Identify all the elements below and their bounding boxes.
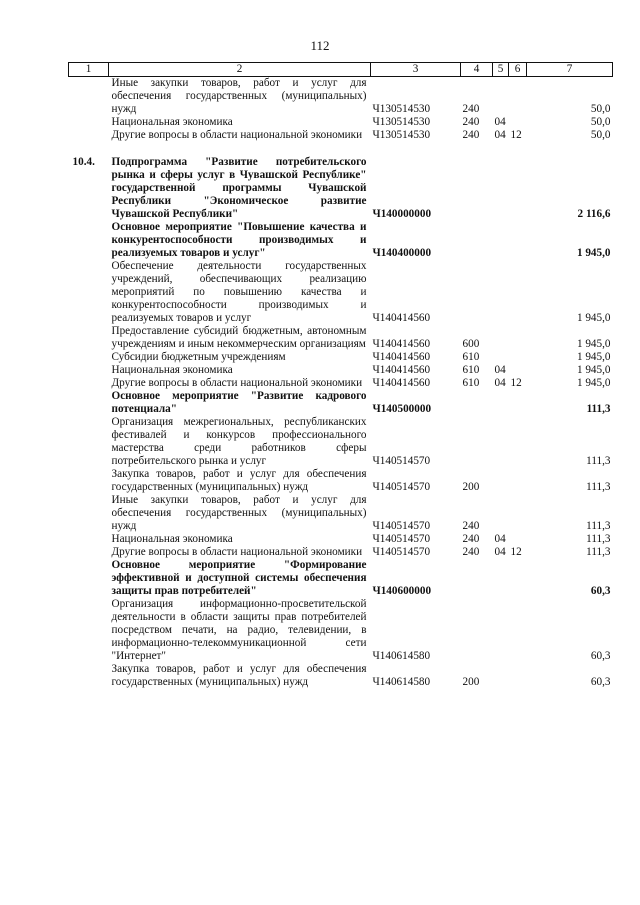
table-row: [69, 364, 613, 377]
budget-table: [68, 62, 613, 689]
item-name: Субсидии бюджетным учреждениям: [111, 351, 286, 363]
target-code: Ч140514570: [372, 533, 431, 545]
target-code: Ч140514570: [372, 546, 431, 558]
section-code: [493, 468, 509, 494]
target-code: Ч140414560: [372, 312, 431, 324]
section-number: [69, 598, 109, 663]
section-number: [69, 468, 109, 494]
table-row: [69, 468, 613, 494]
item-name: Другие вопросы в области национальной экономики: [111, 546, 363, 558]
table-row: [69, 377, 613, 390]
table-body: [69, 77, 613, 690]
section-code: [493, 221, 509, 260]
section-number: [69, 77, 109, 117]
table-header: [69, 63, 613, 77]
section-number: [69, 546, 109, 559]
header-row: [69, 63, 613, 77]
section-code: [493, 156, 509, 221]
amount: 2 116,6: [577, 208, 611, 220]
expense-type: [461, 221, 493, 260]
subsection-code: [509, 351, 527, 364]
target-code: Ч130514530: [372, 103, 431, 115]
target-code: Ч140000000: [372, 208, 432, 220]
expense-type: 240: [462, 533, 480, 545]
target-code: Ч140500000: [372, 403, 432, 415]
expense-type: 240: [462, 520, 480, 532]
section-number: [69, 351, 109, 364]
item-name: Другие вопросы в области национальной экономики: [111, 129, 363, 141]
amount: 1 945,0: [576, 312, 611, 324]
amount: 1 945,0: [576, 338, 611, 350]
section-number: [69, 390, 109, 416]
subsection-code: [509, 390, 527, 416]
amount: 111,3: [586, 455, 611, 467]
item-name: Иные закупки товаров, работ и услуг для обеспечения государственных (муниципальных) нужд: [111, 494, 367, 532]
table-row: [69, 663, 613, 689]
section-number: [69, 364, 109, 377]
expense-type: 240: [462, 546, 480, 558]
target-code: Ч140414560: [372, 364, 431, 376]
expense-type: 610: [462, 364, 480, 376]
target-code: Ч140514570: [372, 520, 431, 532]
expense-type: 200: [462, 481, 480, 493]
section-code: [493, 260, 509, 325]
section-number: 10.4.: [72, 156, 95, 168]
subsection-code: [509, 416, 527, 468]
subsection-code: [509, 468, 527, 494]
target-code: Ч140400000: [372, 247, 432, 259]
amount: 60,3: [590, 650, 611, 662]
target-code: Ч140514570: [372, 455, 431, 467]
section-number: [69, 377, 109, 390]
amount: 60,3: [590, 585, 611, 597]
item-name: Национальная экономика: [111, 533, 233, 545]
expense-type: 240: [462, 129, 480, 141]
item-name: Другие вопросы в области национальной экономики: [111, 377, 363, 389]
section-code: 04: [494, 546, 506, 558]
section-code: [493, 494, 509, 533]
table-row: [69, 390, 613, 416]
amount: 111,3: [586, 481, 611, 493]
amount: 1 945,0: [576, 351, 611, 363]
section-code: 04: [494, 377, 506, 389]
subsection-code: [509, 325, 527, 351]
amount: 111,3: [586, 520, 611, 532]
section-code: [493, 416, 509, 468]
header-col-2: 2: [109, 63, 371, 77]
expense-type: [461, 260, 493, 325]
item-name: Основное мероприятие "Развитие кадрового потенциала": [111, 390, 367, 415]
target-code: Ч140414560: [372, 338, 431, 350]
item-name: Иные закупки товаров, работ и услуг для обеспечения государственных (муниципальных) нужд: [111, 77, 367, 115]
item-name: Закупка товаров, работ и услуг для обеспечения государственных (муниципальных) нужд: [111, 663, 367, 688]
section-code: [493, 77, 509, 117]
amount: 50,0: [590, 116, 611, 128]
header-col-1: 1: [69, 63, 109, 77]
subsection-code: [509, 533, 527, 546]
item-name: Обеспечение деятельности государственных учреждений, обеспечивающих реализацию мероприятий по повышению качества и конкурентоспособности производимых и реализуемых товаров и услуг: [111, 260, 367, 324]
table-row: [69, 77, 613, 117]
header-col-5: 5: [493, 63, 509, 77]
expense-type: 610: [462, 377, 480, 389]
section-code: [493, 390, 509, 416]
section-code: [493, 598, 509, 663]
expense-type: [461, 156, 493, 221]
table-row: [69, 598, 613, 663]
table-row: [69, 546, 613, 559]
target-code: Ч130514530: [372, 116, 431, 128]
section-number: [69, 260, 109, 325]
section-number: [69, 663, 109, 689]
table-row: [69, 156, 613, 221]
amount: 50,0: [590, 129, 611, 141]
target-code: Ч140514570: [372, 481, 431, 493]
table-row: [69, 533, 613, 546]
item-name: Подпрограмма "Развитие потребительского рынка и сферы услуг в Чувашской Республике" государственной программы Чувашской Республики "Экономическое развитие Чувашской Республики": [111, 156, 367, 220]
item-name: Организация информационно-просветительской деятельности в области защиты прав потребителей посредством печати, на радио, телевидении, в информационно-телекоммуникационной сети "Интернет": [111, 598, 367, 662]
subsection-code: [509, 598, 527, 663]
page-number: 112: [310, 38, 330, 53]
section-number: [69, 221, 109, 260]
amount: 111,3: [586, 533, 611, 545]
expense-type: 240: [462, 116, 480, 128]
target-code: Ч140600000: [372, 585, 432, 597]
section-code: 04: [494, 129, 506, 141]
section-code: [493, 351, 509, 364]
section-code: 04: [494, 533, 506, 545]
amount: 1 945,0: [576, 364, 611, 376]
table-row: [69, 221, 613, 260]
expense-type: 610: [462, 351, 480, 363]
header-col-3: 3: [371, 63, 461, 77]
table-row: [69, 416, 613, 468]
target-code: Ч140414560: [372, 377, 431, 389]
section-number: [69, 533, 109, 546]
header-col-7: 7: [527, 63, 613, 77]
expense-type: [461, 390, 493, 416]
table-row: [69, 260, 613, 325]
subsection-code: [509, 663, 527, 689]
target-code: Ч130514530: [372, 129, 431, 141]
section-code: [493, 559, 509, 598]
item-name: Основное мероприятие "Формирование эффективной и доступной системы обеспечения защиты прав потребителей": [111, 559, 367, 597]
amount: 60,3: [590, 676, 611, 688]
table-row: [69, 351, 613, 364]
subsection-code: [509, 364, 527, 377]
section-number: [69, 325, 109, 351]
row-spacer: [69, 142, 613, 156]
section-number: [69, 559, 109, 598]
target-code: Ч140414560: [372, 351, 431, 363]
expense-type: [461, 416, 493, 468]
target-code: Ч140614580: [372, 676, 431, 688]
subsection-code: [509, 77, 527, 117]
item-name: Организация межрегиональных, республиканских фестивалей и конкурсов профессионального мастерства среди работников сферы потребительского рынка и услуг: [111, 416, 367, 467]
section-code: 04: [494, 364, 506, 376]
header-col-6: 6: [509, 63, 527, 77]
amount: 111,3: [586, 403, 611, 415]
target-code: Ч140614580: [372, 650, 431, 662]
subsection-code: 12: [510, 546, 522, 558]
table-row: [69, 494, 613, 533]
header-col-4: 4: [461, 63, 493, 77]
item-name: Основное мероприятие "Повышение качества и конкурентоспособности производимых и реализуемых товаров и услуг": [111, 221, 367, 259]
section-number: [69, 416, 109, 468]
subsection-code: [509, 494, 527, 533]
section-code: [493, 325, 509, 351]
section-number: [69, 129, 109, 142]
subsection-code: 12: [510, 129, 522, 141]
table-row: [69, 559, 613, 598]
item-name: Национальная экономика: [111, 364, 233, 376]
row-spacer-cell: [69, 142, 613, 156]
amount: 111,3: [586, 546, 611, 558]
amount: 1 945,0: [576, 247, 611, 259]
subsection-code: [509, 116, 527, 129]
amount: 50,0: [590, 103, 611, 115]
expense-type: [461, 598, 493, 663]
section-number: [69, 494, 109, 533]
expense-type: 240: [462, 103, 480, 115]
section-number: [69, 116, 109, 129]
subsection-code: [509, 221, 527, 260]
section-code: [493, 663, 509, 689]
subsection-code: [509, 156, 527, 221]
expense-type: [461, 559, 493, 598]
item-name: Предоставление субсидий бюджетным, автономным учреждениям и иным некоммерческим организациям: [111, 325, 367, 350]
table-row: [69, 325, 613, 351]
subsection-code: [509, 260, 527, 325]
subsection-code: 12: [510, 377, 522, 389]
expense-type: 200: [462, 676, 480, 688]
amount: 1 945,0: [576, 377, 611, 389]
subsection-code: [509, 559, 527, 598]
table-row: [69, 129, 613, 142]
item-name: Закупка товаров, работ и услуг для обеспечения государственных (муниципальных) нужд: [111, 468, 367, 493]
expense-type: 600: [462, 338, 480, 350]
section-code: 04: [494, 116, 506, 128]
item-name: Национальная экономика: [111, 116, 233, 128]
table-row: [69, 116, 613, 129]
